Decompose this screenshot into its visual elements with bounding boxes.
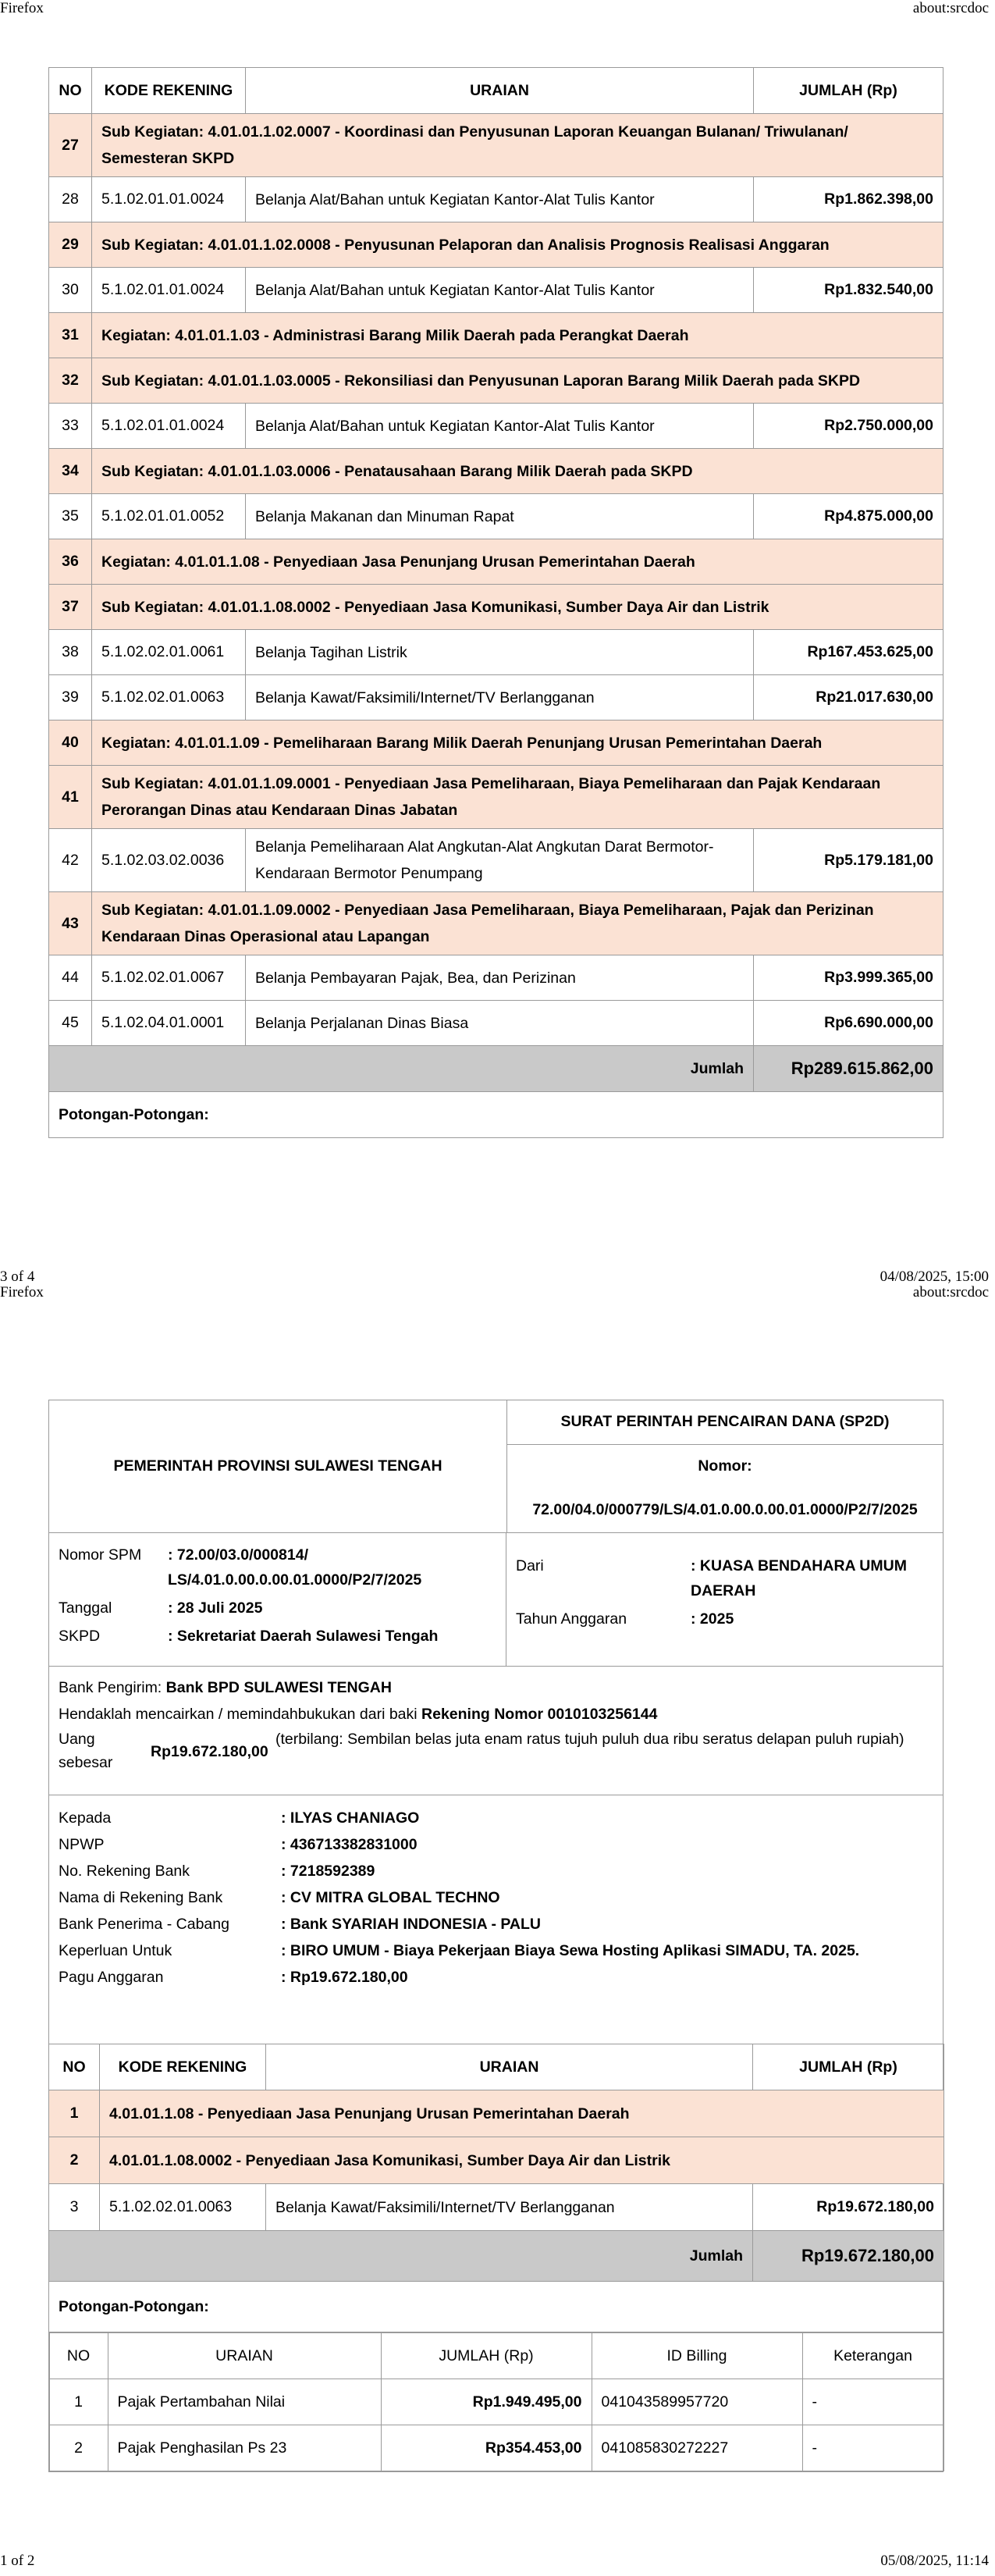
table-row: [49, 1001, 943, 1046]
row-no: 41: [49, 766, 92, 829]
field-label: Keperluan Untuk: [59, 1942, 172, 1959]
group-text: Kegiatan: 4.01.01.1.09 - Pemeliharaan Barang Milik Daerah Penunjang Urusan Pemerintahan Daerah: [92, 720, 943, 766]
pot-ket: -: [802, 2379, 943, 2425]
group-row: [49, 585, 943, 630]
group-text: Kegiatan: 4.01.01.1.08 - Penyediaan Jasa Penunjang Urusan Pemerintahan Daerah: [92, 539, 943, 585]
row-jumlah: Rp5.179.181,00: [754, 829, 943, 892]
nomor-value: 72.00/04.0/000779/LS/4.01.0.00.0.00.01.0000/P2/7/2025: [532, 1501, 918, 1519]
row-uraian: Belanja Tagihan Listrik: [246, 630, 754, 675]
row-uraian: Belanja Alat/Bahan untuk Kegiatan Kantor-Alat Tulis Kantor: [246, 177, 754, 222]
table-row: [49, 494, 943, 539]
group-text: 4.01.01.1.08.0002 - Penyediaan Jasa Komunikasi, Sumber Daya Air dan Listrik: [100, 2137, 944, 2184]
table-row: [49, 177, 943, 222]
row-uraian: Belanja Alat/Bahan untuk Kegiatan Kantor-Alat Tulis Kantor: [246, 404, 754, 449]
group-row: [49, 892, 943, 955]
hendaklah-line: [59, 1701, 933, 1727]
field-label: Dari: [516, 1557, 544, 1574]
row-no: 34: [49, 449, 92, 494]
potongan-row: [49, 1092, 943, 1138]
row-no: 43: [49, 892, 92, 955]
field-value: : Bank SYARIAH INDONESIA - PALU: [281, 1916, 541, 1933]
row-uraian: Belanja Pemeliharaan Alat Angkutan-Alat Angkutan Darat Bermotor-Kendaraan Bermotor Penumpang: [246, 829, 754, 892]
potongan-row-2: [49, 2282, 944, 2332]
pot-col-jumlah: JUMLAH (Rp): [381, 2333, 592, 2379]
rekening-label: Rekening Nomor: [421, 1706, 544, 1723]
group-text: Sub Kegiatan: 4.01.01.1.02.0007 - Koordinasi dan Penyusunan Laporan Keuangan Bulanan/ Triwulanan/ Semesteran SKPD: [92, 114, 943, 177]
bank-block: [49, 1667, 943, 1795]
page-number-2: 1 of 2: [0, 2553, 35, 2569]
field-label: Kepada: [59, 1809, 112, 1827]
group-row: [49, 539, 943, 585]
pot-col-billing: ID Billing: [592, 2333, 802, 2379]
field-value: : 72.00/03.0/000814/ LS/4.01.0.00.0.00.01.0000/P2/7/2025: [168, 1546, 422, 1589]
total-value-2: Rp19.672.180,00: [753, 2231, 944, 2282]
col-no: NO: [49, 68, 92, 114]
group-row: [49, 358, 943, 404]
total-label: Jumlah: [49, 1046, 754, 1092]
pot-ket: -: [802, 2425, 943, 2471]
pot-jumlah: Rp1.949.495,00: [381, 2379, 592, 2425]
row-kode: 5.1.02.04.01.0001: [92, 1001, 246, 1046]
col-jumlah-2: JUMLAH (Rp): [753, 2044, 944, 2090]
spm-left: [49, 1533, 506, 1666]
field-label: Pagu Anggaran: [59, 1969, 164, 1986]
rekening-table-page2: [48, 2044, 944, 2471]
row-no: 28: [49, 177, 92, 222]
print-timestamp: 04/08/2025, 15:00: [880, 1268, 989, 1285]
row-no: 1: [49, 2090, 100, 2137]
row-uraian: Belanja Perjalanan Dinas Biasa: [246, 1001, 754, 1046]
row-no: 42: [49, 829, 92, 892]
pot-billing: 041085830272227: [592, 2425, 802, 2471]
col-jumlah: JUMLAH (Rp): [754, 68, 943, 114]
field-label: Tahun Anggaran: [516, 1610, 627, 1628]
row-jumlah: Rp167.453.625,00: [754, 630, 943, 675]
pot-jumlah: Rp354.453,00: [381, 2425, 592, 2471]
field-label: No. Rekening Bank: [59, 1863, 190, 1880]
uang-label: Uang sebesar: [59, 1731, 113, 1771]
row-jumlah: Rp1.862.398,00: [754, 177, 943, 222]
row-kode: 5.1.02.01.01.0024: [92, 268, 246, 313]
uang-line: [59, 1727, 933, 1774]
gov-name: PEMERINTAH PROVINSI SULAWESI TENGAH: [49, 1400, 507, 1532]
field-label: Nama di Rekening Bank: [59, 1889, 223, 1906]
url-label-2: about:srcdoc: [912, 1284, 989, 1300]
row-jumlah: Rp1.832.540,00: [754, 268, 943, 313]
row-jumlah: Rp19.672.180,00: [753, 2184, 944, 2231]
row-kode: 5.1.02.02.01.0063: [92, 675, 246, 720]
table-row: [49, 268, 943, 313]
url-label: about:srcdoc: [912, 0, 989, 16]
row-no: 40: [49, 720, 92, 766]
row-no: 39: [49, 675, 92, 720]
field-label: Nomor SPM: [59, 1546, 142, 1564]
table-header-row: [49, 68, 943, 114]
row-no: 44: [49, 955, 92, 1001]
uang-value: Rp19.672.180,00: [151, 1743, 268, 1760]
table-row: [49, 955, 943, 1001]
group-row: [49, 2090, 944, 2137]
group-row: [49, 114, 943, 177]
pot-billing: 041043589957720: [592, 2379, 802, 2425]
row-kode: 5.1.02.02.01.0067: [92, 955, 246, 1001]
group-text: Sub Kegiatan: 4.01.01.1.03.0005 - Rekonsiliasi dan Penyusunan Laporan Barang Milik Daerah pada SKPD: [92, 358, 943, 404]
potongan-header-row: [49, 2333, 943, 2379]
table-row: [49, 2184, 944, 2231]
field-label: NPWP: [59, 1836, 105, 1853]
row-no: 31: [49, 313, 92, 358]
recipient-block: [49, 1795, 943, 2044]
table-header-row-2: [49, 2044, 944, 2090]
row-no: 30: [49, 268, 92, 313]
row-kode: 5.1.02.01.01.0052: [92, 494, 246, 539]
row-kode: 5.1.02.02.01.0063: [100, 2184, 266, 2231]
field-value: : 7218592389: [281, 1863, 375, 1880]
group-row: [49, 2137, 944, 2184]
row-uraian: Belanja Kawat/Faksimili/Internet/TV Berlangganan: [246, 675, 754, 720]
total-label-2: Jumlah: [49, 2231, 753, 2282]
field-value: : CV MITRA GLOBAL TECHNO: [281, 1889, 500, 1906]
sp2d-header: [49, 1400, 943, 1533]
row-jumlah: Rp21.017.630,00: [754, 675, 943, 720]
spm-right: [506, 1533, 943, 1666]
bank-pengirim-value: Bank BPD SULAWESI TENGAH: [165, 1679, 392, 1696]
group-text: 4.01.01.1.08 - Penyediaan Jasa Penunjang Urusan Pemerintahan Daerah: [100, 2090, 944, 2137]
bank-pengirim-line: [59, 1674, 933, 1701]
rekening-nomor: 0010103256144: [547, 1706, 658, 1723]
group-row: [49, 222, 943, 268]
field-value: : Sekretariat Daerah Sulawesi Tengah: [168, 1628, 439, 1645]
field-label: Tanggal: [59, 1599, 112, 1617]
total-value: Rp289.615.862,00: [754, 1046, 943, 1092]
sp2d-title: SURAT PERINTAH PENCAIRAN DANA (SP2D): [507, 1400, 943, 1445]
col-uraian: URAIAN: [246, 68, 754, 114]
pot-uraian: Pajak Penghasilan Ps 23: [108, 2425, 381, 2471]
row-kode: 5.1.02.02.01.0061: [92, 630, 246, 675]
group-row: [49, 313, 943, 358]
terbilang: (terbilang: Sembilan belas juta enam ratus tujuh puluh dua ribu seratus delapan puluh rupiah): [275, 1731, 904, 1748]
row-uraian: Belanja Kawat/Faksimili/Internet/TV Berlangganan: [266, 2184, 753, 2231]
potongan-row-item: [49, 2425, 943, 2471]
row-no: 38: [49, 630, 92, 675]
table-row: [49, 404, 943, 449]
field-label: Bank Penerima - Cabang: [59, 1916, 229, 1933]
print-timestamp-2: 05/08/2025, 11:14: [880, 2553, 989, 2569]
col-kode-2: KODE REKENING: [100, 2044, 266, 2090]
pot-no: 1: [49, 2379, 108, 2425]
col-kode: KODE REKENING: [92, 68, 246, 114]
potongan-table: [49, 2332, 944, 2471]
group-row: [49, 449, 943, 494]
field-value: : BIRO UMUM - Biaya Pekerjaan Biaya Sewa Hosting Aplikasi SIMADU, TA. 2025.: [281, 1942, 860, 1959]
col-uraian-2: URAIAN: [266, 2044, 753, 2090]
row-jumlah: Rp4.875.000,00: [754, 494, 943, 539]
rekening-table-page1: [48, 67, 943, 1138]
row-no: 45: [49, 1001, 92, 1046]
group-text: Sub Kegiatan: 4.01.01.1.09.0001 - Penyediaan Jasa Pemeliharaan, Biaya Pemeliharaan dan Pajak Kendaraan Perorangan Dinas atau Kendaraan Dinas Jabatan: [92, 766, 943, 829]
row-uraian: Belanja Alat/Bahan untuk Kegiatan Kantor-Alat Tulis Kantor: [246, 268, 754, 313]
row-jumlah: Rp3.999.365,00: [754, 955, 943, 1001]
table-row: [49, 829, 943, 892]
pot-col-uraian: URAIAN: [108, 2333, 381, 2379]
pot-col-no: NO: [49, 2333, 108, 2379]
field-value: : Rp19.672.180,00: [281, 1969, 408, 1986]
col-no-2: NO: [49, 2044, 100, 2090]
pot-uraian: Pajak Pertambahan Nilai: [108, 2379, 381, 2425]
group-text: Sub Kegiatan: 4.01.01.1.08.0002 - Penyediaan Jasa Komunikasi, Sumber Daya Air dan Listrik: [92, 585, 943, 630]
row-no: 2: [49, 2137, 100, 2184]
field-value: : ILYAS CHANIAGO: [281, 1809, 420, 1827]
row-kode: 5.1.02.01.01.0024: [92, 404, 246, 449]
row-no: 37: [49, 585, 92, 630]
potongan-label-2: Potongan-Potongan:: [49, 2282, 944, 2332]
group-row: [49, 720, 943, 766]
row-no: 27: [49, 114, 92, 177]
row-no: 33: [49, 404, 92, 449]
potongan-label: Potongan-Potongan:: [49, 1092, 943, 1138]
row-no: 32: [49, 358, 92, 404]
row-jumlah: Rp2.750.000,00: [754, 404, 943, 449]
hendaklah-text: Hendaklah mencairkan / memindahbukukan dari baki: [59, 1706, 418, 1723]
spm-block: [49, 1533, 943, 1667]
row-kode: 5.1.02.03.02.0036: [92, 829, 246, 892]
table-row: [49, 630, 943, 675]
pot-no: 2: [49, 2425, 108, 2471]
row-no: 29: [49, 222, 92, 268]
row-uraian: Belanja Makanan dan Minuman Rapat: [246, 494, 754, 539]
potongan-row-item: [49, 2379, 943, 2425]
pot-col-ket: Keterangan: [802, 2333, 943, 2379]
field-label: SKPD: [59, 1628, 101, 1645]
row-kode: 5.1.02.01.01.0024: [92, 177, 246, 222]
total-row: [49, 1046, 943, 1092]
group-text: Kegiatan: 4.01.01.1.03 - Administrasi Barang Milik Daerah pada Perangkat Daerah: [92, 313, 943, 358]
field-value: : KUASA BENDAHARA UMUM DAERAH: [691, 1557, 907, 1599]
browser-label: Firefox: [0, 0, 44, 16]
total-row-2: [49, 2231, 944, 2282]
field-value: : 2025: [691, 1610, 734, 1628]
group-text: Sub Kegiatan: 4.01.01.1.03.0006 - Penatausahaan Barang Milik Daerah pada SKPD: [92, 449, 943, 494]
row-uraian: Belanja Pembayaran Pajak, Bea, dan Perizinan: [246, 955, 754, 1001]
potongan-table-wrap: [49, 2332, 944, 2472]
row-no: 3: [49, 2184, 100, 2231]
row-jumlah: Rp6.690.000,00: [754, 1001, 943, 1046]
row-no: 36: [49, 539, 92, 585]
page-number: 3 of 4: [0, 1268, 35, 1285]
row-no: 35: [49, 494, 92, 539]
group-text: Sub Kegiatan: 4.01.01.1.02.0008 - Penyusunan Pelaporan dan Analisis Prognosis Realisasi Anggaran: [92, 222, 943, 268]
field-value: : 28 Juli 2025: [168, 1599, 263, 1617]
field-value: : 436713382831000: [281, 1836, 418, 1853]
bank-pengirim-label: Bank Pengirim:: [59, 1679, 162, 1696]
group-row: [49, 766, 943, 829]
table-row: [49, 675, 943, 720]
browser-label-2: Firefox: [0, 1284, 44, 1300]
sp2d-document: [48, 1400, 943, 2472]
sp2d-title-block: [507, 1400, 943, 1532]
group-text: Sub Kegiatan: 4.01.01.1.09.0002 - Penyediaan Jasa Pemeliharaan, Biaya Pemeliharaan, Pajak dan Perizinan Kendaraan Dinas Operasional atau Lapangan: [92, 892, 943, 955]
nomor-label: Nomor:: [698, 1457, 752, 1475]
